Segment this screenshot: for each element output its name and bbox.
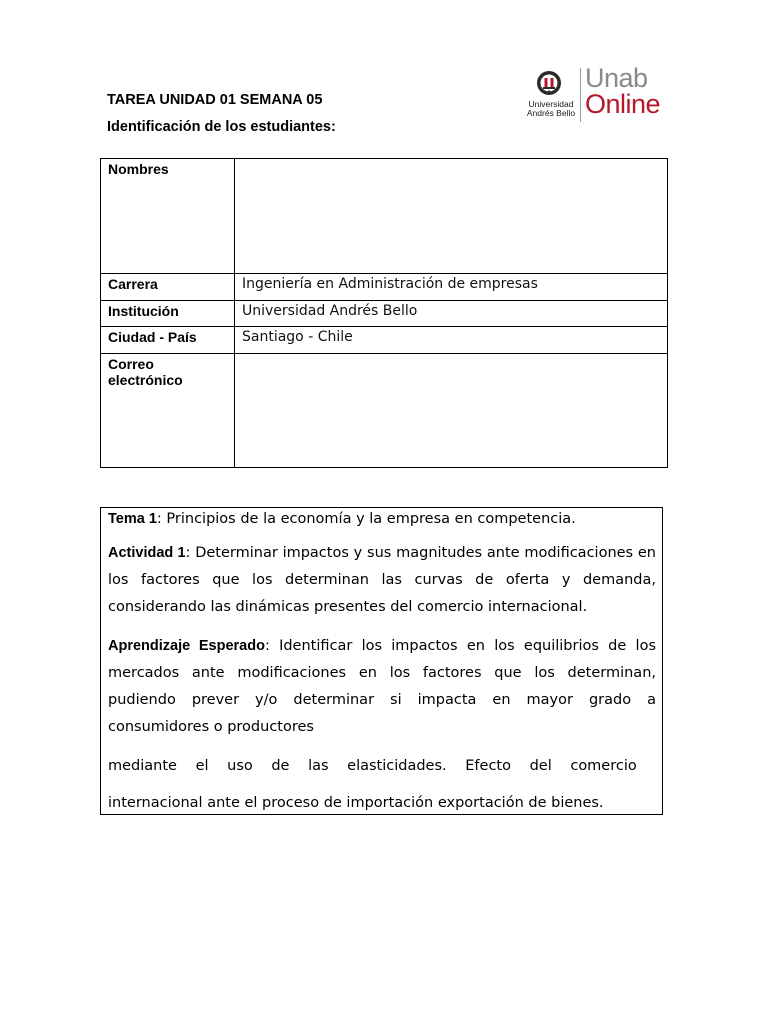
tema-paragraph <box>108 510 656 528</box>
students-identification-heading: Identificación de los estudiantes: <box>107 119 336 135</box>
table-row <box>101 327 668 354</box>
institucion-value[interactable]: Universidad Andrés Bello <box>235 301 668 327</box>
nombres-value[interactable] <box>235 159 668 274</box>
table-row <box>101 274 668 301</box>
ciudad-pais-label: Ciudad - País <box>101 327 235 354</box>
table-row <box>101 301 668 327</box>
aprendizaje-text: : Identificar los impactos en los equilibrios de los mercados ante modificaciones en los factores que los determinan, pudiendo prever y/o determinar si impacta en mayor grado a consumidores o productores <box>108 638 656 735</box>
actividad-label: Actividad 1 <box>108 545 186 561</box>
table-row <box>101 159 668 274</box>
correo-label: Correo electrónico <box>101 354 235 468</box>
logo-divider <box>580 68 581 122</box>
table-row <box>101 354 668 468</box>
carrera-label: Carrera <box>101 274 235 301</box>
ciudad-pais-value[interactable]: Santiago - Chile <box>235 327 668 354</box>
university-name: Universidad Andrés Bello <box>526 99 576 118</box>
institucion-label: Institución <box>101 301 235 327</box>
task-description-box <box>100 507 663 815</box>
actividad-text: : Determinar impactos y sus magnitudes ante modificaciones en los factores que los determinan las curvas de oferta y demanda, considerando las dinámicas presentes del comercio internacional. <box>108 545 656 615</box>
continuation-line-1: mediante el uso de las elasticidades. Efecto del comercio <box>108 758 637 774</box>
continuation-line-2: internacional ante el proceso de importación exportación de bienes. <box>108 795 604 811</box>
brand-online: Online <box>585 89 661 119</box>
actividad-paragraph <box>108 540 656 621</box>
student-info-table <box>100 158 668 468</box>
document-title: TAREA UNIDAD 01 SEMANA 05 <box>107 92 323 108</box>
aprendizaje-paragraph <box>108 633 656 741</box>
correo-value[interactable] <box>235 354 668 468</box>
unab-online-logo <box>522 63 672 126</box>
university-seal-icon <box>536 70 562 96</box>
tema-label: Tema 1 <box>108 511 157 527</box>
tema-text: : Principios de la economía y la empresa en competencia. <box>156 511 576 527</box>
carrera-value[interactable]: Ingeniería en Administración de empresas <box>235 274 668 301</box>
aprendizaje-label: Aprendizaje Esperado <box>108 638 265 654</box>
brand-unab: Unab <box>585 63 648 93</box>
nombres-label: Nombres <box>101 159 235 274</box>
